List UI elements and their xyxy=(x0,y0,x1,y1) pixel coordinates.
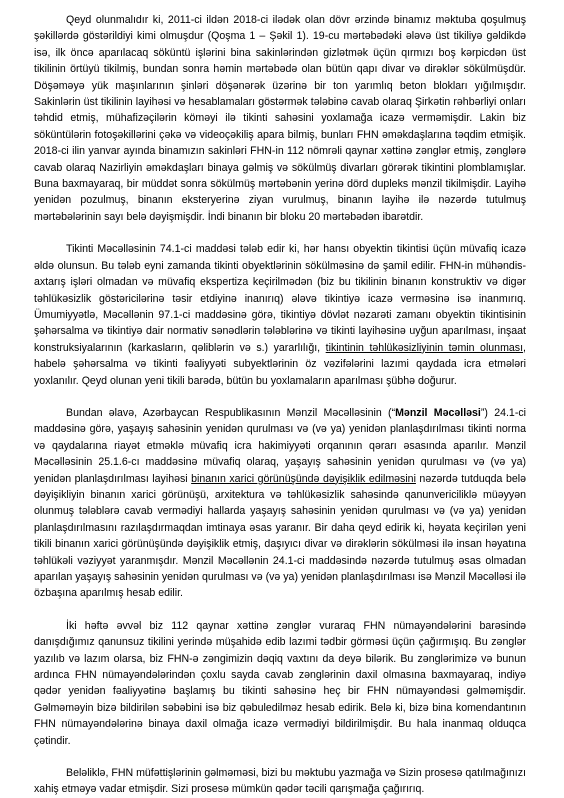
paragraph-hotline-calls xyxy=(34,618,526,749)
paragraph-history xyxy=(34,12,526,225)
paragraph-text: ”) 24.1-ci maddəsinə görə, yaşayış sahəsinin yenidən qurulması və (və ya) yenidən planlaşdırılması tikinti norma və qaydalarına riayət etməklə müvafiq icra hakimiyyəti orqanının qərarı əsasında aparılır. Mənzil Məcəlləsinin 25.1.6-cı maddəsinə müvafiq olaraq, yaşayış sahəsinin yenidən qurulması və (və ya) yenidən planlaşdırılması layihəsi xyxy=(34,406,526,485)
paragraph-housing-code xyxy=(34,405,526,602)
paragraph-text: Qeyd olunmalıdır ki, 2011-ci ildən 2018-ci ilədək olan dövr ərzində binamız məktuba qoşulmuş şəkillərdə göstərildiyi kimi olmuşdur (Qoşma 1 – Şəkil 1). 19-cu mərtəbədəki ələvə üst tikiliyə gəldikdə isə, ilk öncə aparılacaq söküntü işlərini bina sakinlərindən gizlətmək üçün qırmızı boş kərpicdən üst tikilinin örtüyü tikilmiş, bundan sonra həmin mərtəbədə olan bütün qapı divar və dirəklər sökülmüşdür. Döşəməyə yük maşınlarının şinləri döşənərək üzərinə bir ton yarımlıq beton blokları yığılmışdır. Sakinlərin üst tikilinin layihəsi və hesablamaları göstərmək tələbinə cavab olaraq Şirkətin rəhbərliyi onları təhdid etmiş, mühafizəçilərin köməyi ilə tikinti sahəsini yoxlamağa icazə verməmişdir. Lakin biz söküntülərin fotoşəkillərini çəkə və videoçəkiliş apara bilmiş, bunları FHN əməkdaşlarına təqdim etmişik. 2018-ci ilin yanvar ayında binamızın sakinləri FHN-in 112 nömrəli qaynar xəttinə zənglər etmiş, zənglərə cavab olaraq Nazirliyin əməkdaşları binaya gəlmiş və sökülmüş divarları görərək tikintini plomblamışlar. Buna baxmayaraq, bir müddət sonra sökülmüş mərtəbənin yerinə dörd dupleks mənzil tikilmişdir. Layihə yenidən pozulmuş, binanın eksteryerinə ziyan vurulmuş, binanın layihə ilə nəzərdə tutulmuş mərtəbələrinin sayı belə dəyişmişdir. İndi binanın bir bloku 20 mərtəbədən ibarətdir. xyxy=(34,14,526,223)
paragraph-construction-code xyxy=(34,241,526,389)
paragraph-text: nəzərdə tutduqda belə dəyişikliyin binanın xarici görünüşü, arxitektura və təhlükəsizlik sahəsində qanunvericiliklə müəyyən olunmuş tələblərə cavab vermədiyi hallarda yaşayış sahəsinin yenidən qurulması və (və ya) yenidən planlaşdırılmasını razılaşdırmaqdan imtinaya əsas yaranır. Bir daha qeyd edirik ki, həyata keçirilən yeni tikili binanın xarici görünüşündə dəyişiklik etmiş, daşıyıcı divar və dirəklərin sökülməsi ilə insan həyatına təhlükəli vəziyyət yaranmışdır. Mənzil Məcəllənin 24.1-ci maddəsində nəzərdə tutulmuş əsas olmadan aparılan yaşayış sahəsinin yenidən qurulması və (və ya) yenidən planlaşdırılması isə Mənzil Məcəlləsi ilə özbaşına aparılmış hesab edilir. xyxy=(34,472,526,600)
underlined-phrase: binanın xarici görünüşündə dəyişiklik edilməsini xyxy=(191,472,416,485)
paragraph-text: İki həftə əvvəl biz 112 qaynar xəttinə zənglər vuraraq FHN nümayəndələrini barəsində danışdığımız qanunsuz tikilini yerində müşahidə edib lazımi tədbir görməsi üçün çağırmışıq. Bu zənglər yazılıb və lazım olarsa, biz FHN-ə zəngimizin dəqiq vaxtını da deyə bilərik. Bu zənglərimizə və bunun ardınca FHN nümayəndələrindən çoxlu sayda cavab zənglərinin daxil olmasına baxmayaraq, indiyə qədər yenidən fəaliyyətinə başlamış bu tikinti sahəsinə heç bir FHN nümayəndəsi gəlməmişdir. Gəlməməyin bizə bildirilən səbəbini isə biz qəbuledilməz hesab edirik. Belə ki, bizə bina komendantının FHN nümayəndələrinə binaya daxil olmağa icazə vermədiyi bildirilmişdir. Bu hala inanmaq olduqca çətindir. xyxy=(34,619,526,747)
underlined-phrase: tikintinin təhlükəsizliyinin təmin olunması xyxy=(325,341,524,354)
paragraph-conclusion xyxy=(34,765,526,798)
paragraph-text: Bundan əlavə, Azərbaycan Respublikasının Mənzil Məcəlləsinin (“ xyxy=(66,406,396,419)
paragraph-text: Beləliklə, FHN müfəttişlərinin gəlməməsi, bizi bu məktubu yazmağa və Sizin prosesə qatılmağınızı xahiş etməyə vadar etmişdir. Sizi prosesə mümkün qədər təcili qarışmağa çağırırıq. xyxy=(34,767,526,796)
bold-term: Mənzil Məcəlləsi xyxy=(395,406,481,419)
paragraph-text: , habelə şəhərsalma və tikinti fəaliyyəti subyektlərinin öz vəzifələrini lazımi qaydada icra etmələri yoxlanılır. Qeyd olunan yeni tikili barədə, bütün bu yoxlamaların aparılması şübhə doğurur. xyxy=(34,341,526,387)
paragraph-text: Tikinti Məcəlləsinin 74.1-ci maddəsi tələb edir ki, hər hansı obyektin tikintisi üçün müvafiq icazə əldə olunsun. Bu tələb eyni zamanda tikinti obyektlərinin sökülməsinə də şamil edilir. FHN-in mühəndis-axtarış işləri olmadan və müvafiq ekspertiza keçirilmədən (biz bu tikilinin binanın konstruktiv və digər təhlükəsizlik göstəricilərinə təsir etdiyinə inanırıq) ələvə tikintiyə icazə verməsinə isə inanmırıq. Ümumiyyətlə, Məcəllənin 97.1-ci maddəsinə görə, tikintiyə dövlət nəzarəti zamanı obyektin tikintisinin şəhərsalma və tikintiyə dair normativ sənədlərin tələblərinə və tikinti layihəsinə uyğun aparılması, inşaat konstruksiyalarının (karkasların, qəliblərin və s.) yararlılığı, xyxy=(34,243,526,354)
